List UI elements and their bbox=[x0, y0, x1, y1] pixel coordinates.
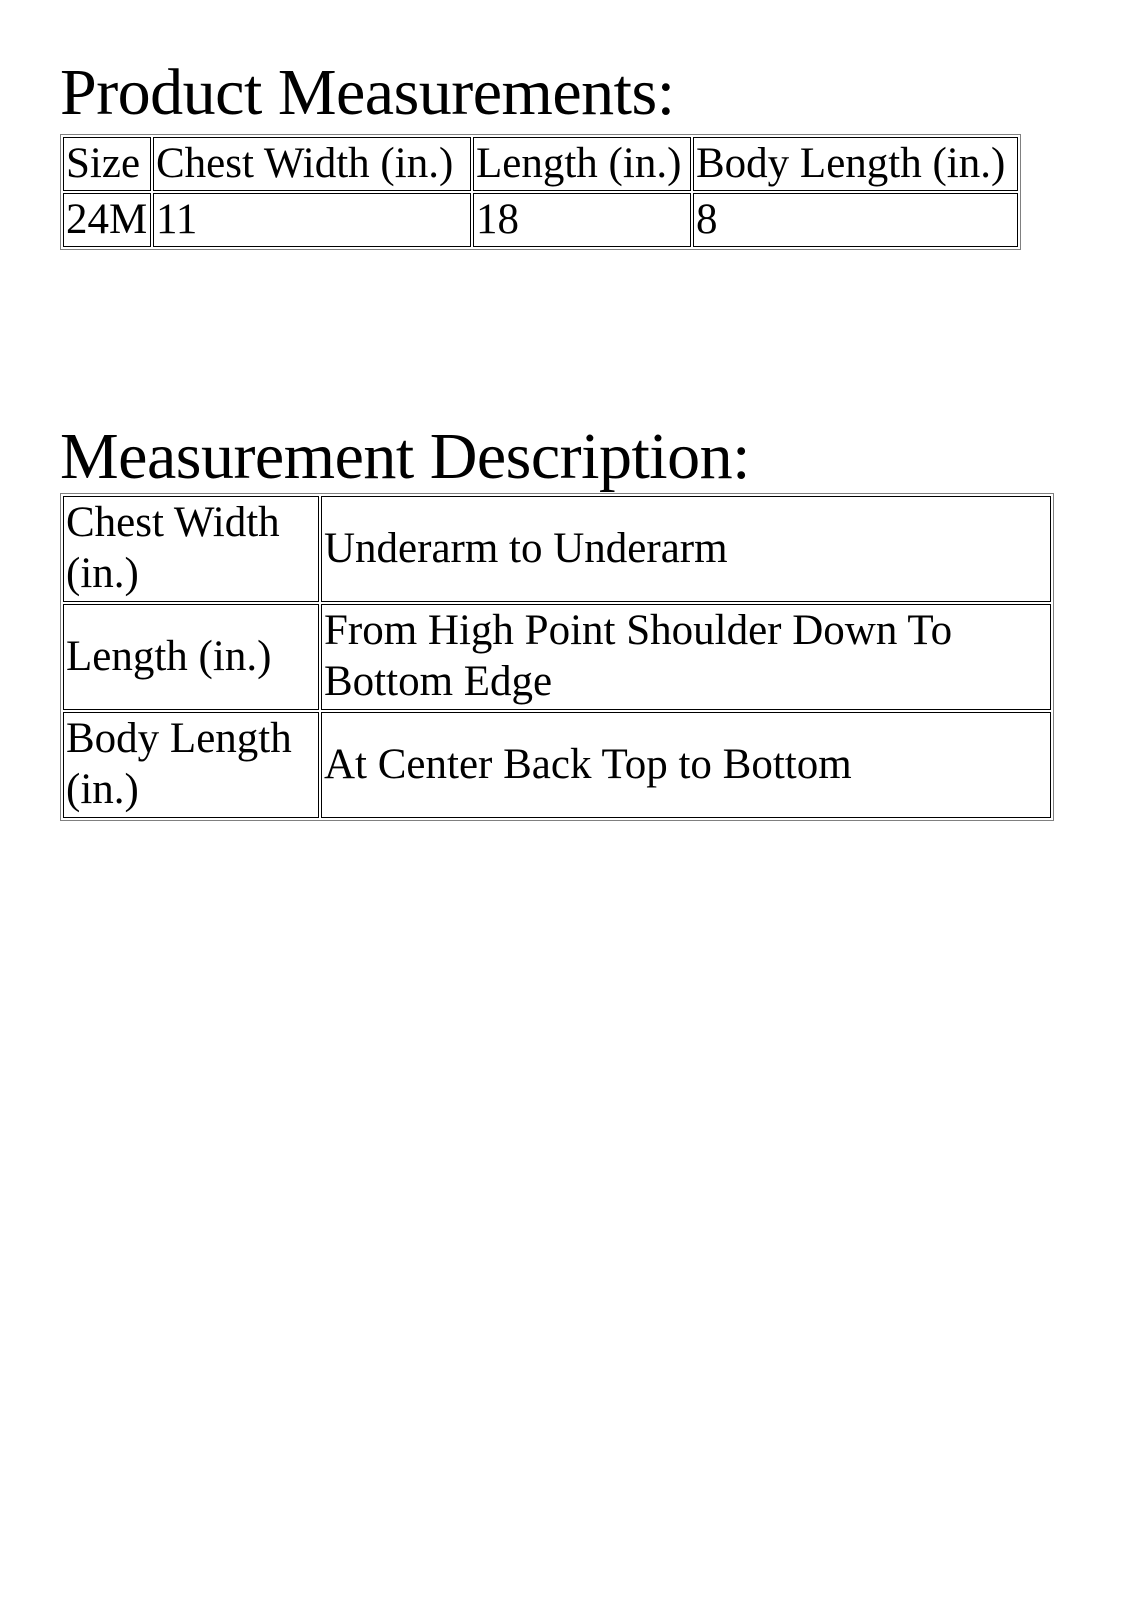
header-length: Length (in.) bbox=[473, 137, 691, 191]
measurement-description-title: Measurement Description: bbox=[60, 420, 750, 493]
header-body-length: Body Length (in.) bbox=[693, 137, 1018, 191]
table-row bbox=[63, 604, 1051, 710]
header-size: Size bbox=[63, 137, 151, 191]
product-measurements-table bbox=[60, 134, 1021, 250]
cell-body-length: 8 bbox=[693, 193, 1018, 247]
desc-text-body-length: At Center Back Top to Bottom bbox=[321, 712, 1051, 818]
table-row bbox=[63, 496, 1051, 602]
desc-text-chest-width: Underarm to Underarm bbox=[321, 496, 1051, 602]
measurement-description-table bbox=[60, 493, 1054, 821]
table-header-row bbox=[63, 137, 1018, 191]
desc-label-length: Length (in.) bbox=[63, 604, 319, 710]
desc-label-body-length: Body Length (in.) bbox=[63, 712, 319, 818]
header-chest-width: Chest Width (in.) bbox=[153, 137, 471, 191]
desc-label-chest-width: Chest Width (in.) bbox=[63, 496, 319, 602]
cell-size: 24M bbox=[63, 193, 151, 247]
table-row bbox=[63, 193, 1018, 247]
table-row bbox=[63, 712, 1051, 818]
cell-chest-width: 11 bbox=[153, 193, 471, 247]
desc-text-length: From High Point Shoulder Down To Bottom Edge bbox=[321, 604, 1051, 710]
product-measurements-title: Product Measurements: bbox=[60, 56, 675, 129]
cell-length: 18 bbox=[473, 193, 691, 247]
